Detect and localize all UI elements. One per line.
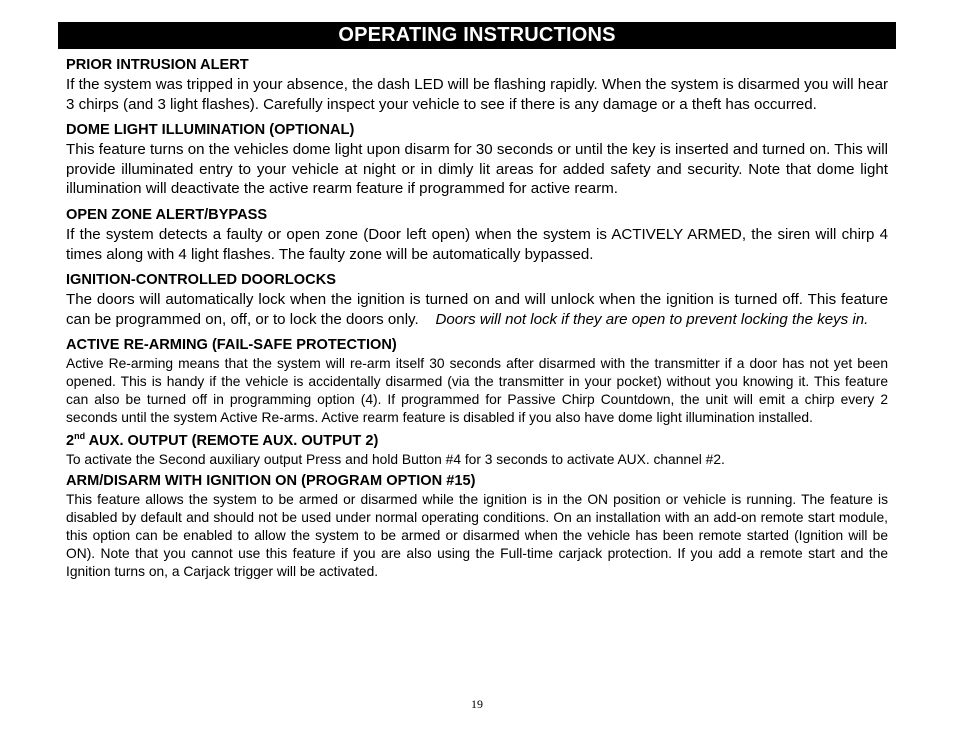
section-heading: DOME LIGHT ILLUMINATION (OPTIONAL) <box>66 122 355 139</box>
section-body: The doors will automatically lock when the ignition is turned on and will unlock when the ignition is turned off. This feature can be programmed on, off, or to lock the doors only. <box>66 291 888 328</box>
section-active-re-arming <box>66 336 888 427</box>
page-title: OPERATING INSTRUCTIONS <box>338 24 616 46</box>
section-body: Active Re-arming means that the system will re-arm itself 30 seconds after disarmed with the transmitter if a door has not yet been opened. This is handy if the vehicle is accidentally disarmed (via the transmitter in your pocket) without you knowing it. This feature can also be turned off in programming option (4). If programmed for Passive Chirp Countdown, the unit will emit a chirp every 2 seconds until the system Active Re-arms. Active rearm feature is disabled if you also have dome light illumination installed. <box>66 356 888 426</box>
section-prior-intrusion-alert <box>66 56 888 114</box>
section-heading: PRIOR INTRUSION ALERT <box>66 57 249 73</box>
section-ignition-controlled-doorlocks <box>66 271 888 329</box>
page-title-banner <box>58 22 896 49</box>
section-heading: OPEN ZONE ALERT/BYPASS <box>66 206 268 223</box>
page-number: 19 <box>471 697 483 711</box>
section-body-wrapper <box>66 290 888 329</box>
section-dome-light-illumination <box>66 121 888 199</box>
section-heading: AUX. OUTPUT (REMOTE AUX. OUTPUT 2) <box>85 433 379 450</box>
section-heading: ACTIVE RE-ARMING (FAIL-SAFE PROTECTION) <box>66 337 397 354</box>
section-heading: IGNITION-CONTROLLED DOORLOCKS <box>66 272 336 289</box>
section-body: This feature turns on the vehicles dome light upon disarm for 30 seconds or until the key is inserted and turned on. This will provide illuminated entry to your vehicle at night or in dimly lit areas for added safety and security. Note that dome light illumination will deactivate the active rearm feature if programmed for active rearm. <box>66 141 888 198</box>
instructions-content <box>66 56 888 586</box>
section-body: If the system detects a faulty or open zone (Door left open) when the system is ACTIVELY ARMED, the siren will chirp 4 times along with 4 light flashes. The faulty zone will be automatically bypassed. <box>66 225 888 263</box>
section-body: To activate the Second auxiliary output Press and hold Button #4 for 3 seconds to activate AUX. channel #2. <box>66 452 725 468</box>
section-body: If the system was tripped in your absence, the dash LED will be flashing rapidly. When the system is disarmed you will hear 3 chirps (and 3 light flashes). Carefully inspect your vehicle to see if there is any damage or a theft has occurred. <box>66 76 888 113</box>
section-open-zone-alert <box>66 206 888 264</box>
section-heading-superscript: nd <box>74 431 86 442</box>
section-arm-disarm-ignition-on <box>66 472 888 581</box>
section-body: This feature allows the system to be armed or disarmed while the ignition is in the ON position or vehicle is running. The feature is disabled by default and should not be used under normal operating conditions. On an installation with an add-on remote start module, this option can be enabled to allow the system to be armed or disarmed when the vehicle has been remote started (Ignition will be ON). Note that you cannot use this feature if you are also using the Full-time carjack protection. If you add a remote start and the Ignition turns on, a Carjack trigger will be activated. <box>66 492 888 580</box>
section-heading-wrapper <box>66 432 888 451</box>
section-heading-prefix: 2 <box>66 433 75 450</box>
section-heading: ARM/DISARM WITH IGNITION ON (PROGRAM OPTION #15) <box>66 473 476 490</box>
section-body-italic-note: Doors will not lock if they are open to prevent locking the keys in. <box>435 310 869 328</box>
section-aux-output-2 <box>66 432 888 469</box>
